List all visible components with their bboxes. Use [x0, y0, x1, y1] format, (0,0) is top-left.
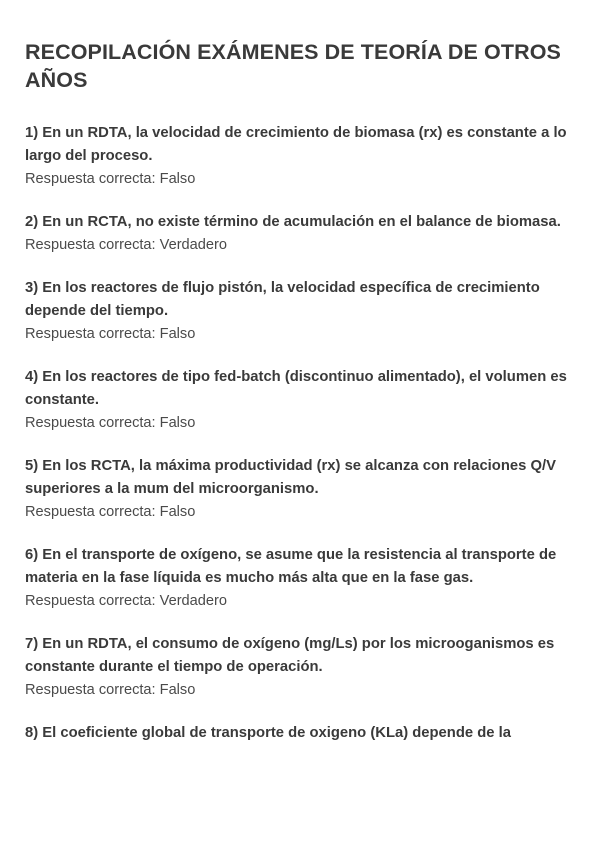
question-text: 6) En el transporte de oxígeno, se asume que la resistencia al transporte de materia en la fase líquida es mucho más alta que en la fase gas.: [25, 547, 557, 586]
question-text: 1) En un RDTA, la velocidad de crecimiento de biomasa (rx) es constante a lo largo del proceso.: [25, 125, 567, 164]
question-item-3: [25, 277, 574, 345]
answer-text: Respuesta correcta: Verdadero: [25, 237, 227, 253]
question-text: 2) En un RCTA, no existe término de acumulación en el balance de biomasa.: [25, 214, 561, 230]
answer-text: Respuesta correcta: Falso: [25, 682, 196, 698]
question-item-5: [25, 455, 574, 523]
question-item-4: [25, 366, 574, 434]
answer-text: Respuesta correcta: Falso: [25, 171, 196, 187]
question-item-6: [25, 544, 574, 612]
question-item-8: [25, 722, 574, 745]
answer-text: Respuesta correcta: Verdadero: [25, 593, 227, 609]
question-item-7: [25, 633, 574, 701]
question-text: 4) En los reactores de tipo fed-batch (discontinuo alimentado), el volumen es constante.: [25, 369, 567, 408]
question-text: 3) En los reactores de flujo pistón, la velocidad específica de crecimiento depende del tiempo.: [25, 280, 540, 319]
question-item-1: [25, 122, 574, 190]
answer-text: Respuesta correcta: Falso: [25, 504, 196, 520]
question-text: 8) El coeficiente global de transporte de oxigeno (KLa) depende de la: [25, 725, 511, 741]
question-text: 5) En los RCTA, la máxima productividad (rx) se alcanza con relaciones Q/V superiores a la mum del microorganismo.: [25, 458, 556, 497]
document-title: RECOPILACIÓN EXÁMENES DE TEORÍA DE OTROS AÑOS: [25, 40, 561, 92]
answer-text: Respuesta correcta: Falso: [25, 326, 196, 342]
answer-text: Respuesta correcta: Falso: [25, 415, 196, 431]
question-text: 7) En un RDTA, el consumo de oxígeno (mg/Ls) por los microoganismos es constante durante el tiempo de operación.: [25, 636, 555, 675]
question-item-2: [25, 211, 574, 256]
